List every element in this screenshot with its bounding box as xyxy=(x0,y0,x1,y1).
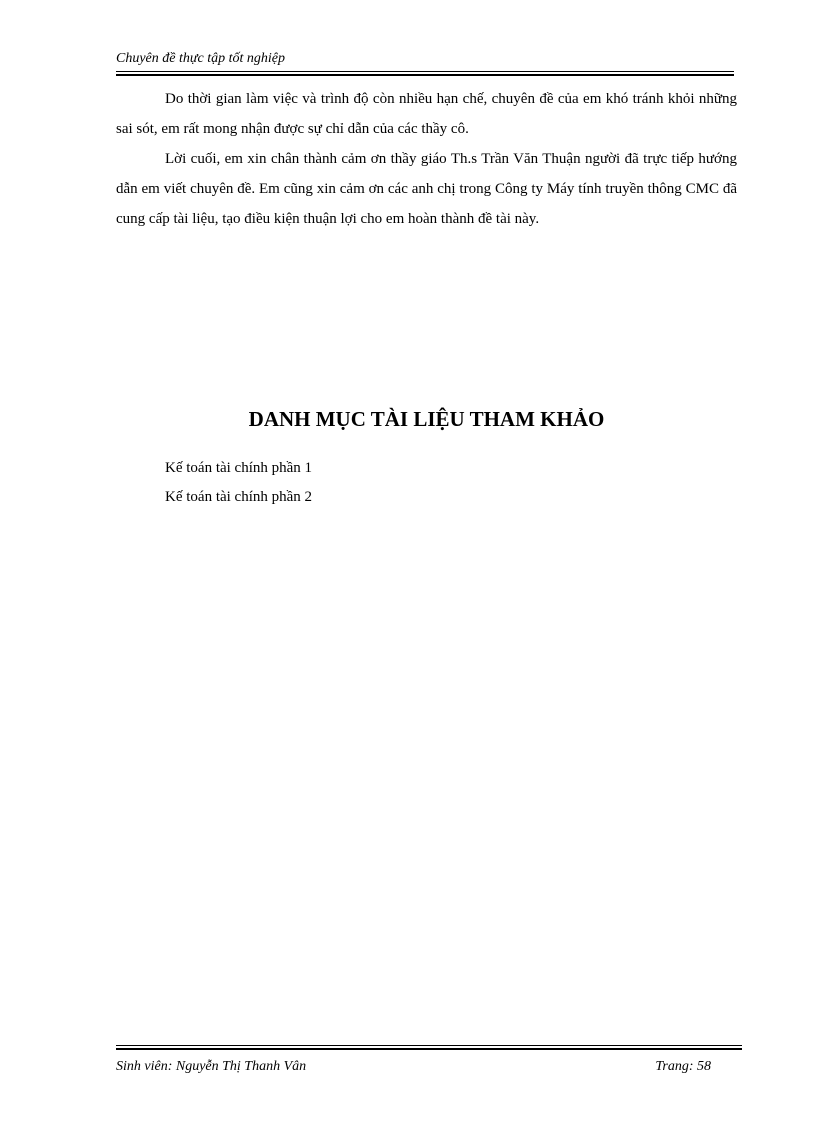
header-divider xyxy=(116,71,734,72)
footer-page-number: Trang: 58 xyxy=(655,1059,711,1074)
body-text xyxy=(116,84,737,234)
footer-divider xyxy=(116,1045,742,1046)
page-header-title: Chuyên đề thực tập tốt nghiệp xyxy=(116,51,285,66)
reference-item: Kế toán tài chính phần 1 xyxy=(165,460,313,476)
reference-item: Kế toán tài chính phần 2 xyxy=(165,489,313,505)
footer-student-name: Sinh viên: Nguyễn Thị Thanh Vân xyxy=(116,1059,307,1074)
paragraph-acknowledgement: Lời cuối, em xin chân thành cảm ơn thầy giáo Th.s Trần Văn Thuận người đã trực tiếp hướng dẫn em viết chuyên đề. Em cũng xin cảm ơn các anh chị trong Công ty Máy tính truyền thông CMC đã cung cấp tài liệu, tạo điều kiện thuận lợi cho em hoàn thành đề tài này. xyxy=(116,151,737,227)
paragraph-limitations: Do thời gian làm việc và trình độ còn nhiều hạn chế, chuyên đề của em khó tránh khỏi những sai sót, em rất mong nhận được sự chỉ dẫn của các thầy cô. xyxy=(116,91,737,137)
references-heading: DANH MỤC TÀI LIỆU THAM KHẢO xyxy=(248,407,605,431)
references-list xyxy=(165,454,312,512)
